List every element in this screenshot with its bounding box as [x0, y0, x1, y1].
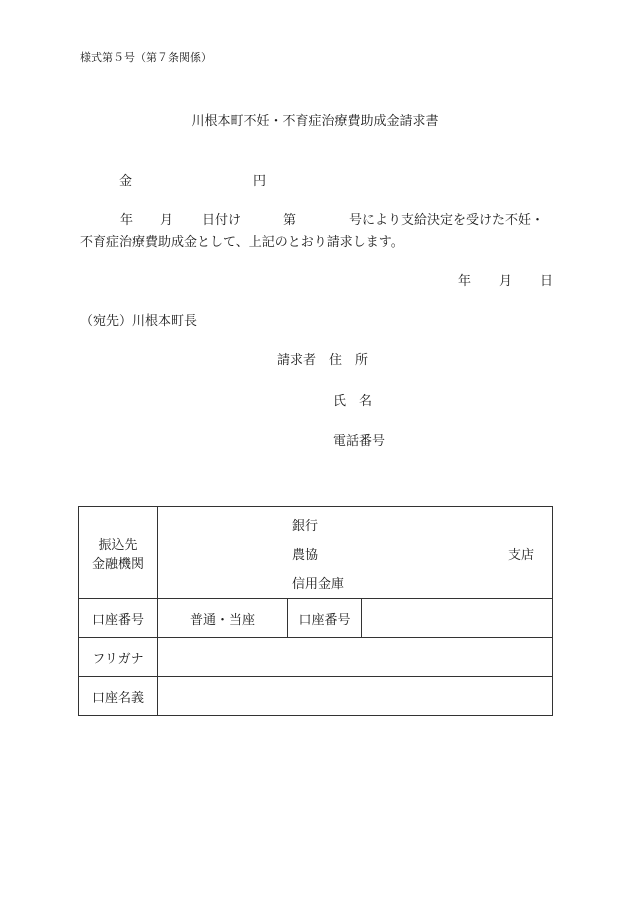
account-holder-row — [79, 677, 553, 716]
financial-institution-field[interactable] — [158, 507, 553, 599]
form-number: 様式第５号（第７条関係） — [80, 51, 212, 64]
bank-transfer-table — [78, 506, 553, 716]
financial-institution-label-1: 振込先 — [98, 537, 138, 553]
account-holder-field[interactable] — [158, 677, 553, 716]
request-month-label: 月 — [499, 274, 513, 289]
amount-prefix: 金 — [119, 174, 133, 189]
decision-number-prefix: 第 — [283, 213, 297, 228]
decision-text: 号により支給決定を受けた不妊・ — [349, 213, 545, 228]
decision-month-label: 月 — [160, 213, 174, 228]
decision-dated-label: 日付け — [202, 213, 242, 228]
furigana-row — [79, 638, 553, 677]
institution-option-ja: 農協 — [292, 548, 319, 563]
institution-option-shinkin: 信用金庫 — [292, 577, 345, 592]
requester-name-label: 氏 名 — [333, 394, 373, 409]
document-title: 川根本町不妊・不育症治療費助成金請求書 — [191, 114, 439, 129]
amount-unit: 円 — [253, 174, 267, 189]
financial-institution-row — [79, 507, 553, 599]
account-number-field[interactable] — [362, 599, 553, 638]
branch-label: 支店 — [508, 548, 535, 563]
furigana-field[interactable] — [158, 638, 553, 677]
account-number-label-2: 口座番号 — [288, 599, 362, 638]
account-type-field[interactable]: 普通・当座 — [158, 599, 288, 638]
account-number-row — [79, 599, 553, 638]
requester-phone-label: 電話番号 — [333, 434, 386, 449]
requester-address-label: 住 所 — [329, 353, 369, 368]
furigana-label: フリガナ — [79, 638, 158, 677]
institution-option-bank: 銀行 — [292, 519, 319, 534]
addressee: （宛先）川根本町長 — [80, 314, 198, 329]
financial-institution-label-cell — [79, 507, 158, 599]
request-year-label: 年 — [458, 274, 472, 289]
request-text-line-2: 不育症治療費助成金として、上記のとおり請求します。 — [80, 235, 404, 250]
account-number-label: 口座番号 — [79, 599, 158, 638]
requester-label: 請求者 — [277, 353, 317, 368]
account-holder-label: 口座名義 — [79, 677, 158, 716]
financial-institution-label-2: 金融機関 — [91, 556, 144, 572]
decision-year-label: 年 — [120, 213, 134, 228]
request-day-label: 日 — [540, 274, 554, 289]
